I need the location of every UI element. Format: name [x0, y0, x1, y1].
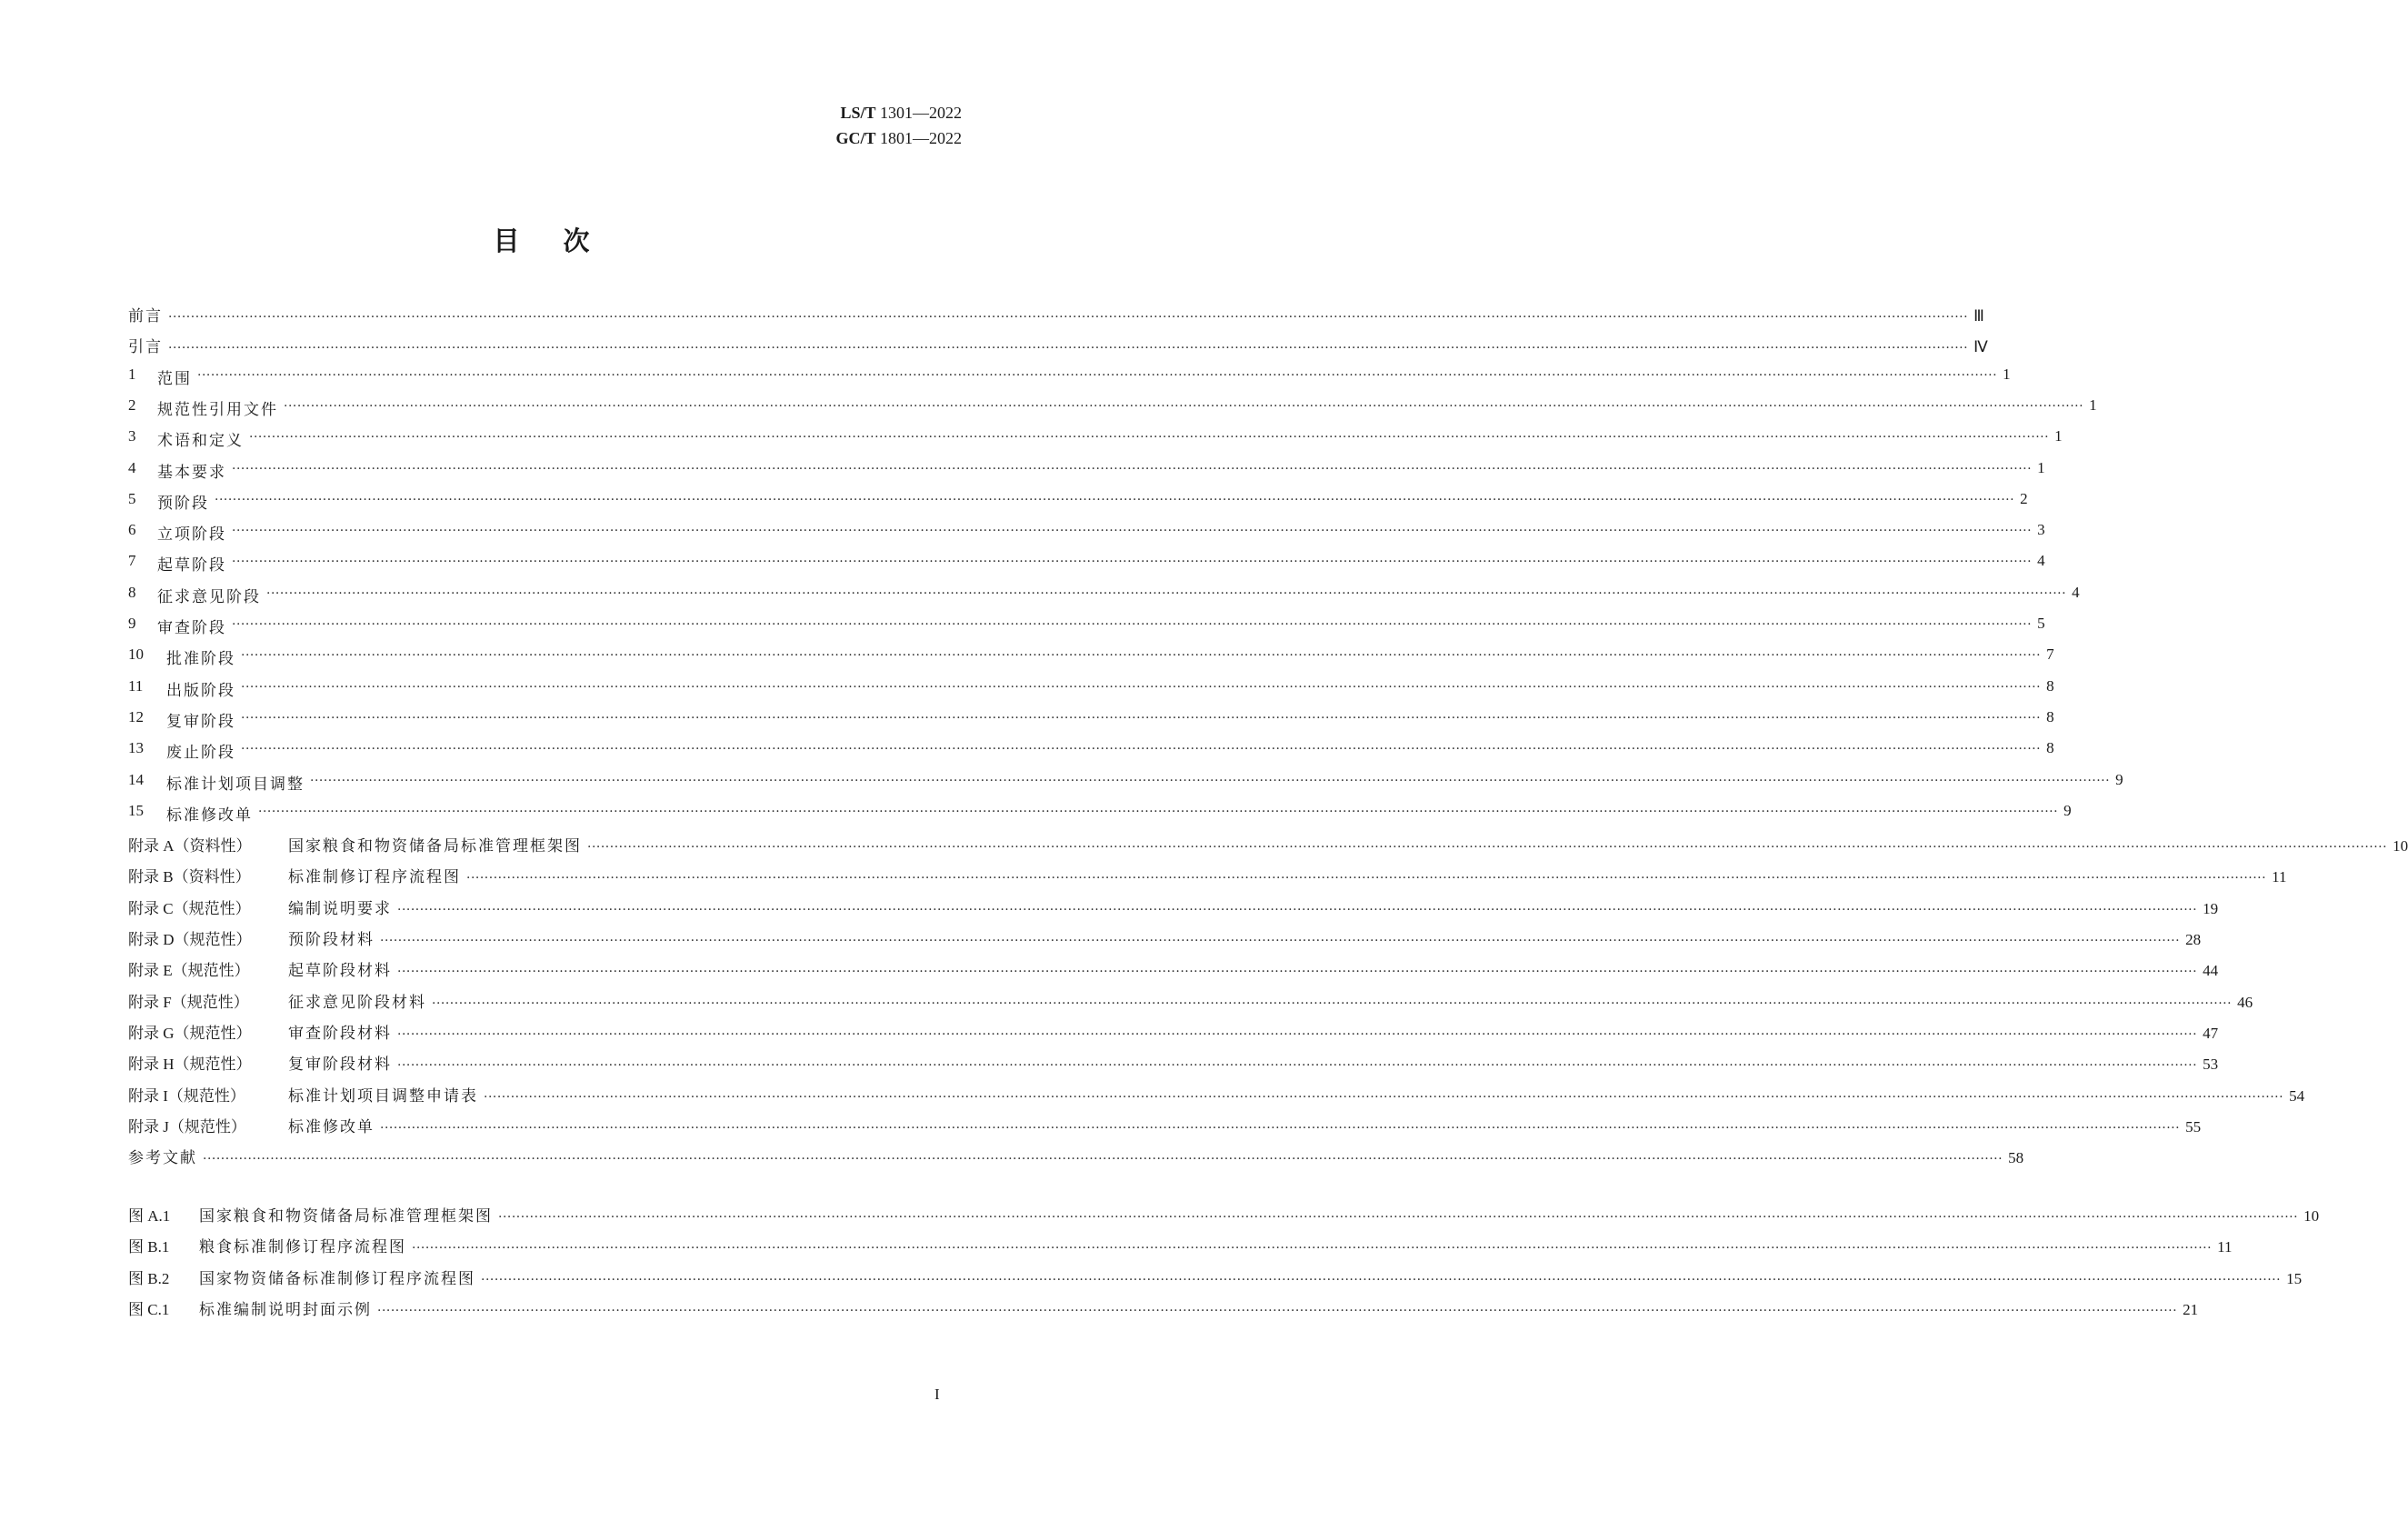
toc-entry-number: 3: [128, 427, 136, 445]
toc-entry-number: 14: [128, 771, 144, 788]
toc-entry-page: 1: [2037, 459, 2045, 476]
toc-leader-dots: ················································································································································································································································································································································································································: [412, 1241, 2213, 1256]
toc-leader-dots: ················································································································································································································································································································································································································: [266, 586, 2067, 601]
toc-entry-page: 9: [2115, 771, 2123, 788]
toc-entry-title: 复审阶段: [166, 713, 235, 731]
toc-entry-number: 5: [128, 490, 136, 507]
toc-entry-page: 5: [2037, 615, 2045, 632]
toc-entry-label: [128, 739, 235, 762]
page-number: I: [934, 1386, 940, 1403]
toc-entry-title: 术语和定义: [157, 432, 244, 450]
toc-leader-dots: ················································································································································································································································································································································································································: [241, 680, 2042, 695]
toc-entry-page: 54: [2289, 1087, 2305, 1105]
toc-entry-label: [128, 1083, 478, 1106]
toc-entry-number: 10: [128, 645, 144, 663]
toc-leader-dots: ················································································································································································································································································································································································································: [241, 742, 2042, 756]
toc-entry-page: 11: [2217, 1238, 2233, 1256]
toc-entry-title: 预阶段材料: [288, 931, 375, 949]
toc-entry-title: 标准制修订程序流程图: [288, 868, 461, 886]
toc-entry-title: 标准修改单: [166, 806, 253, 825]
toc-entry[interactable]: [128, 521, 2045, 546]
toc-entry-title: 立项阶段: [157, 525, 226, 544]
toc-entry[interactable]: [128, 1020, 2219, 1046]
toc-entry-title: 征求意见阶段材料: [288, 994, 426, 1012]
toc-entry-page: 53: [2203, 1056, 2219, 1073]
toc-entry[interactable]: [128, 1296, 2199, 1322]
toc-leader-dots: ················································································································································································································································································································································································································: [587, 840, 2388, 855]
toc-entry-page: 15: [2286, 1270, 2303, 1287]
toc-entry[interactable]: [128, 1203, 2320, 1228]
toc-entry-page: 55: [2185, 1118, 2202, 1136]
toc-entry-number: 附录 J（规范性）: [128, 1118, 246, 1136]
toc-leader-dots: ················································································································································································································································································································································································································: [241, 648, 2042, 663]
toc-entry-label: [128, 1203, 493, 1226]
toc-entry[interactable]: [128, 303, 1984, 328]
toc-entry-number: 11: [128, 677, 144, 695]
toc-entry[interactable]: [128, 1266, 2303, 1291]
toc-leader-dots: ················································································································································································································································································································································································································: [232, 617, 2033, 632]
toc-leader-dots: ················································································································································································································································································································································································································: [232, 524, 2033, 538]
toc-entry-title: 复审阶段材料: [288, 1056, 392, 1074]
toc-leader-dots: ················································································································································································································································································································································································································: [397, 903, 2198, 917]
toc-leader-dots: ················································································································································································································································································································································································································: [241, 711, 2042, 725]
toc-entry-number: 附录 A（资料性）: [128, 837, 252, 855]
toc-entry-title: 批准阶段: [166, 650, 235, 668]
toc-entry-page: 1: [2054, 427, 2063, 445]
toc-leader-dots: ················································································································································································································································································································································································································: [284, 399, 2084, 414]
standard-code-prefix: LS/T: [840, 104, 876, 122]
toc-entry-title: 预阶段: [157, 495, 209, 513]
toc-entry-title: 范围: [157, 370, 192, 388]
toc-leader-dots: ················································································································································································································································································································································································································: [249, 430, 2050, 445]
toc-entry[interactable]: [128, 802, 2072, 827]
toc-entry-number: 6: [128, 521, 136, 538]
toc-leader-dots: ················································································································································································································································································································································································································: [466, 871, 2267, 886]
toc-entry-title: 基本要求: [157, 464, 226, 482]
toc-entry-label: [128, 459, 226, 482]
toc-entry-page: 44: [2203, 962, 2219, 979]
toc-entry-label: [128, 396, 278, 419]
toc-entry-label: [128, 957, 392, 980]
toc-entry-title: 出版阶段: [166, 682, 235, 700]
toc-entry-title: 前言: [128, 307, 163, 325]
toc-leader-dots: ················································································································································································································································································································································································································: [232, 462, 2033, 476]
toc-entry[interactable]: [128, 957, 2219, 983]
toc-leader-dots: ················································································································································································································································································································································································································: [215, 493, 2015, 507]
toc-leader-dots: ················································································································································································································································································································································································································: [484, 1090, 2284, 1105]
toc-leader-dots: ················································································································································································································································································································································································································: [168, 310, 1969, 325]
toc-entry-label: [128, 1266, 475, 1288]
toc-entry[interactable]: [128, 1051, 2219, 1076]
toc-entry-label: [128, 864, 461, 886]
toc-leader-dots: ················································································································································································································································································································································································································: [168, 341, 1969, 355]
toc-leader-dots: ················································································································································································································································································································································································································: [203, 1152, 2003, 1166]
toc-entry-page: 8: [2046, 708, 2054, 725]
toc-entry-number: 7: [128, 552, 136, 569]
toc-entry[interactable]: [128, 739, 2054, 765]
toc-entry-number: 附录 B（资料性）: [128, 868, 251, 886]
toc-entry-page: 10: [2303, 1207, 2320, 1225]
toc-entry-number: 附录 G（规范性）: [128, 1025, 252, 1042]
toc-entry-label: [128, 427, 244, 450]
toc-leader-dots: ················································································································································································································································································································································································································: [380, 934, 2181, 948]
toc-entry-title: 废止阶段: [166, 744, 235, 762]
toc-entry-label: [128, 490, 209, 513]
toc-entry-label: [128, 303, 163, 325]
toc-entry[interactable]: [128, 365, 2011, 391]
toc-leader-dots: ················································································································································································································································································································································································································: [310, 774, 2111, 788]
toc-entry-label: [128, 1234, 406, 1256]
toc-entry[interactable]: [128, 771, 2123, 796]
standard-codes: [835, 100, 962, 151]
toc-entry-label: [128, 1114, 375, 1136]
toc-leader-dots: ················································································································································································································································································································································································································: [377, 1304, 2178, 1318]
toc-entry-number: 2: [128, 396, 136, 414]
toc-entry-label: [128, 645, 235, 668]
toc-entry-title: 征求意见阶段: [157, 588, 261, 606]
toc-entry[interactable]: [128, 1145, 2024, 1170]
toc-entry-number: 4: [128, 459, 136, 476]
toc-entry-title: 起草阶段材料: [288, 962, 392, 980]
toc-entry-number: 附录 F（规范性）: [128, 994, 249, 1011]
toc-entry-label: [128, 802, 253, 825]
page-title: 目次: [493, 225, 634, 256]
toc-entry-label: [128, 1296, 372, 1319]
toc-entry-page: 1: [2089, 396, 2097, 414]
toc-entry-page: 9: [2063, 802, 2072, 819]
toc-entry-number: 图 C.1: [128, 1301, 170, 1318]
toc-entry-label: [128, 896, 392, 918]
toc-entry-number: 9: [128, 615, 136, 632]
toc-entry-label: [128, 584, 261, 606]
toc-entry-number: 1: [128, 365, 136, 383]
toc-leader-dots: ················································································································································································································································································································································································································: [481, 1273, 2282, 1287]
toc-entry-page: 8: [2046, 677, 2054, 695]
toc-entry-page: Ⅲ: [1973, 307, 1984, 325]
toc-entry-page: 3: [2037, 521, 2045, 538]
toc-entry[interactable]: [128, 334, 1988, 359]
toc-entry-label: [128, 365, 192, 388]
toc-entry-number: 15: [128, 802, 144, 819]
toc-leader-dots: ················································································································································································································································································································································································································: [397, 1027, 2198, 1042]
standard-code-gc: [835, 125, 962, 151]
toc-entry-title: 起草阶段: [157, 556, 226, 575]
toc-entry-number: 附录 E（规范性）: [128, 962, 250, 979]
toc-entry-number: 图 B.1: [128, 1238, 170, 1256]
toc-entry-number: 附录 H（规范性）: [128, 1056, 252, 1073]
toc-entry-title: 国家粮食和物资储备局标准管理框架图: [199, 1207, 493, 1226]
toc-entry[interactable]: [128, 989, 2253, 1015]
toc-entry[interactable]: [128, 926, 2202, 952]
toc-entry-label: [128, 677, 235, 700]
standard-code-ls: [835, 100, 962, 125]
toc-entry-number: 附录 D（规范性）: [128, 931, 252, 948]
toc-entry-page: 7: [2046, 645, 2054, 663]
toc-entry[interactable]: [128, 1083, 2305, 1108]
toc-entry-label: [128, 615, 226, 637]
toc-entry[interactable]: [128, 459, 2045, 485]
toc-entry[interactable]: [128, 615, 2045, 640]
toc-entry-page: 2: [2020, 490, 2028, 507]
toc-leader-dots: ················································································································································································································································································································································································································: [258, 805, 2059, 819]
toc-entry[interactable]: [128, 645, 2054, 671]
toc-leader-dots: ················································································································································································································································································································································································································: [397, 965, 2198, 979]
toc-entry-number: 12: [128, 708, 144, 725]
toc-entry-page: 1: [2003, 365, 2011, 383]
toc-entry[interactable]: [128, 490, 2028, 515]
toc-entry-page: 47: [2203, 1025, 2219, 1042]
toc-entry-title: 审查阶段材料: [288, 1025, 392, 1043]
toc-entry[interactable]: [128, 584, 2080, 609]
toc-entry-number: 8: [128, 584, 136, 601]
toc-entry[interactable]: [128, 896, 2219, 921]
toc-entry[interactable]: [128, 864, 2287, 889]
toc-entry-title: 国家粮食和物资储备局标准管理框架图: [288, 837, 582, 856]
toc-entry-page: 46: [2237, 994, 2253, 1011]
toc-entry-label: [128, 833, 582, 856]
toc-entry-title: 引言: [128, 338, 163, 356]
standard-code-prefix: GC/T: [835, 129, 876, 147]
toc-entry-page: Ⅳ: [1973, 338, 1988, 355]
toc-entry-page: 58: [2008, 1149, 2024, 1166]
toc-leader-dots: ················································································································································································································································································································································································································: [197, 368, 1998, 383]
toc-entry[interactable]: [128, 833, 2408, 858]
toc-entry-page: 19: [2203, 900, 2219, 917]
toc-entry[interactable]: [128, 552, 2045, 577]
toc-leader-dots: ················································································································································································································································································································································································································: [232, 555, 2033, 569]
toc-leader-dots: ················································································································································································································································································································································································································: [432, 996, 2233, 1011]
toc-entry-title: 标准编制说明封面示例: [199, 1301, 372, 1319]
toc-entry-title: 标准修改单: [288, 1118, 375, 1136]
toc-entry-page: 10: [2393, 837, 2408, 855]
toc-entry-title: 国家物资储备标准制修订程序流程图: [199, 1270, 475, 1288]
toc-entry-page: 21: [2183, 1301, 2199, 1318]
toc-entry-title: 规范性引用文件: [157, 401, 278, 419]
toc-entry-label: [128, 521, 226, 544]
toc-entry-label: [128, 926, 375, 949]
toc-entry[interactable]: [128, 396, 2097, 422]
toc-entry-title: 参考文献: [128, 1149, 197, 1167]
toc-entry-page: 4: [2072, 584, 2080, 601]
toc-entry-page: 8: [2046, 739, 2054, 756]
toc-entry[interactable]: [128, 677, 2054, 703]
toc-entry-label: [128, 989, 426, 1012]
toc-entry-number: 图 B.2: [128, 1270, 170, 1287]
toc-entry-number: 附录 C（规范性）: [128, 900, 251, 917]
toc-entry-page: 4: [2037, 552, 2045, 569]
toc-entry-label: [128, 1145, 197, 1167]
toc-entry-label: [128, 1051, 392, 1074]
toc-entry-number: 图 A.1: [128, 1207, 171, 1225]
toc-entry-page: 28: [2185, 931, 2202, 948]
toc-entry-number: 13: [128, 739, 144, 756]
toc-entry-label: [128, 1020, 392, 1043]
toc-entry-label: [128, 334, 163, 356]
toc-entry-title: 编制说明要求: [288, 900, 392, 918]
toc-entry-title: 标准计划项目调整申请表: [288, 1087, 478, 1106]
toc-entry-title: 标准计划项目调整: [166, 776, 305, 794]
toc-leader-dots: ················································································································································································································································································································································································································: [397, 1058, 2198, 1073]
toc-leader-dots: ················································································································································································································································································································································································································: [380, 1121, 2181, 1136]
toc-entry[interactable]: [128, 1114, 2202, 1139]
toc-entry-label: [128, 708, 235, 731]
toc-entry[interactable]: [128, 708, 2054, 734]
standard-code-number: 1301—2022: [880, 104, 962, 122]
toc-entry-number: 附录 I（规范性）: [128, 1087, 245, 1105]
toc-leader-dots: ················································································································································································································································································································································································································: [498, 1210, 2299, 1225]
toc-entry-label: [128, 771, 305, 794]
toc-entry[interactable]: [128, 1234, 2233, 1259]
toc-entry[interactable]: [128, 427, 2063, 453]
toc-entry-title: 审查阶段: [157, 619, 226, 637]
standard-code-number: 1801—2022: [880, 129, 962, 147]
toc-entry-label: [128, 552, 226, 575]
toc-entry-title: 粮食标准制修订程序流程图: [199, 1238, 406, 1256]
toc-entry-page: 11: [2272, 868, 2287, 886]
